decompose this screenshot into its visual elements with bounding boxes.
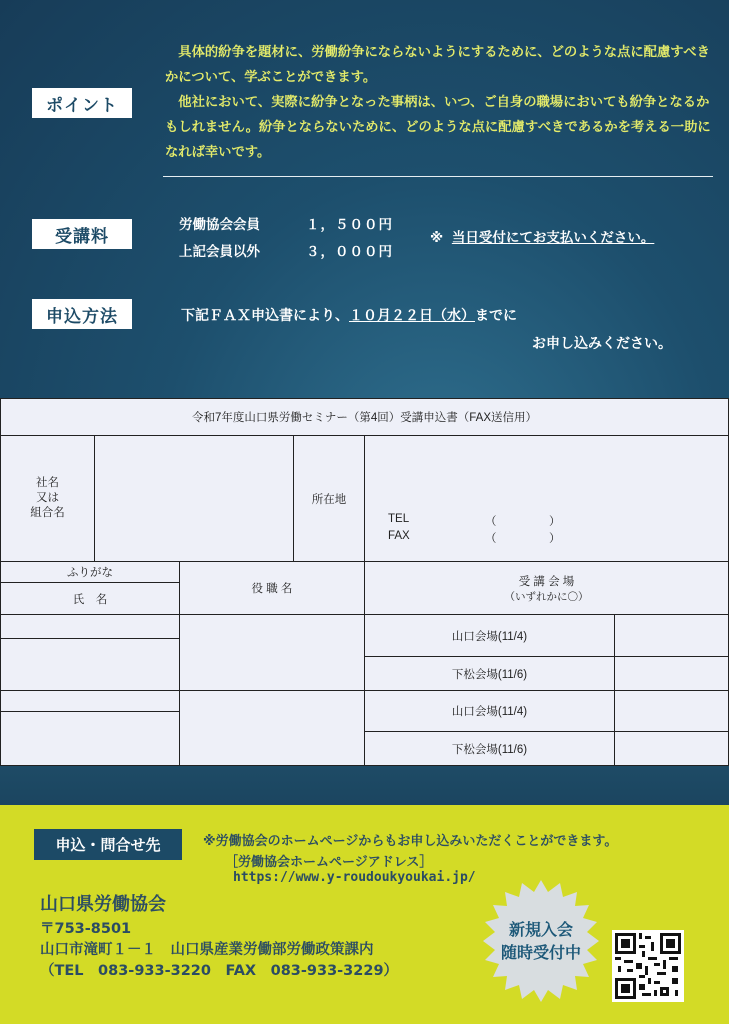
point-label: ポイント xyxy=(32,88,132,118)
phone-fax: （TEL 083-933-3220 FAX 083-933-3229） xyxy=(40,963,399,979)
point-paragraph-2: 他社において、実際に紛争となった事柄は、いつ、ご自身の職場においても紛争となるかもしれません。紛争とならないために、どのような点に配慮すべきであるかを考える一助になれば幸いです。 xyxy=(165,95,711,160)
separator-strip xyxy=(0,766,729,805)
venue-label: 受 講 会 場 xyxy=(518,575,575,588)
org-name: 山口県労働協会 xyxy=(40,894,166,915)
tel-paren-close: ） xyxy=(549,516,561,528)
venue-option-4: 下松会場(11/6) xyxy=(364,731,615,766)
point-paragraph-1: 具体的紛争を題材に、労働紛争にならないようにするために、どのような点に配慮すべきかについて、学ぶことができます。 xyxy=(165,45,710,85)
apply-label: 申込方法 xyxy=(32,299,132,329)
fax-label: FAX xyxy=(388,530,410,542)
furigana-input-2[interactable] xyxy=(0,690,180,712)
furigana-label: ふりがな xyxy=(0,561,180,583)
venue-check-2[interactable] xyxy=(614,656,729,691)
venue-option-2: 下松会場(11/6) xyxy=(364,656,615,691)
badge-text xyxy=(478,918,604,964)
venue-option-1: 山口会場(11/4) xyxy=(364,614,615,657)
address: 山口市滝町１－１ 山口県産業労働部労働政策課内 xyxy=(40,942,374,958)
member-fee-price: １，５００円 xyxy=(306,217,393,233)
venue-header xyxy=(364,561,729,615)
name-input-2[interactable] xyxy=(0,711,180,766)
payment-note-text: 当日受付にてお支払いください。 xyxy=(451,230,655,246)
apply-line-2: お申し込みください。 xyxy=(532,336,672,352)
apply-post: までに xyxy=(475,308,517,324)
payment-note xyxy=(430,226,654,246)
apply-line-1 xyxy=(181,305,517,325)
member-fee-label: 労働協会会員 xyxy=(179,217,260,233)
new-member-badge xyxy=(478,878,604,1004)
venue-check-1[interactable] xyxy=(614,614,729,657)
name-label: 氏 名 xyxy=(0,582,180,615)
venue-note: （いずれかに〇） xyxy=(504,590,589,603)
name-input-1[interactable] xyxy=(0,638,180,691)
fee-label: 受講料 xyxy=(32,219,132,249)
badge-line-2: 随時受付中 xyxy=(500,943,581,962)
divider xyxy=(163,176,713,177)
point-text xyxy=(165,40,713,165)
venue-check-4[interactable] xyxy=(614,731,729,766)
fax-paren-open: （ xyxy=(485,533,497,545)
venue-check-3[interactable] xyxy=(614,690,729,732)
badge-line-1: 新規入会 xyxy=(508,920,573,939)
qr-code-icon[interactable] xyxy=(612,930,684,1002)
apply-pre: 下記ＦＡＸ申込書により、 xyxy=(181,308,349,324)
venue-option-3: 山口会場(11/4) xyxy=(364,690,615,732)
nonmember-fee-label: 上記会員以外 xyxy=(179,244,260,260)
tel-paren-open: （ xyxy=(485,516,497,528)
web-note: ※労働協会のホームページからもお申し込みいただくことができます。 xyxy=(203,834,618,849)
web-label: ［労働協会ホームページアドレス］ xyxy=(225,855,433,870)
form-title: 令和7年度山口県労働セミナー（第4回）受講申込書（FAX送信用） xyxy=(0,398,729,436)
nonmember-fee-price: ３，０００円 xyxy=(306,244,393,260)
address-input[interactable] xyxy=(364,435,729,562)
note-mark: ※ xyxy=(430,230,444,246)
contact-label: 申込・問合せ先 xyxy=(34,829,182,860)
fax-paren-close: ） xyxy=(549,533,561,545)
address-label: 所在地 xyxy=(293,435,365,562)
furigana-input-1[interactable] xyxy=(0,614,180,639)
company-input[interactable] xyxy=(94,435,294,562)
position-label: 役 職 名 xyxy=(179,561,365,615)
tel-label: TEL xyxy=(388,513,410,525)
apply-deadline: １０月２２日（水） xyxy=(349,308,475,324)
website-url[interactable]: https://www.y-roudoukyoukai.jp/ xyxy=(233,870,476,885)
position-input-2[interactable] xyxy=(179,690,365,766)
postal-code: 〒753-8501 xyxy=(40,921,132,937)
company-label: 社名 又は 組合名 xyxy=(0,435,95,562)
position-input-1[interactable] xyxy=(179,614,365,691)
